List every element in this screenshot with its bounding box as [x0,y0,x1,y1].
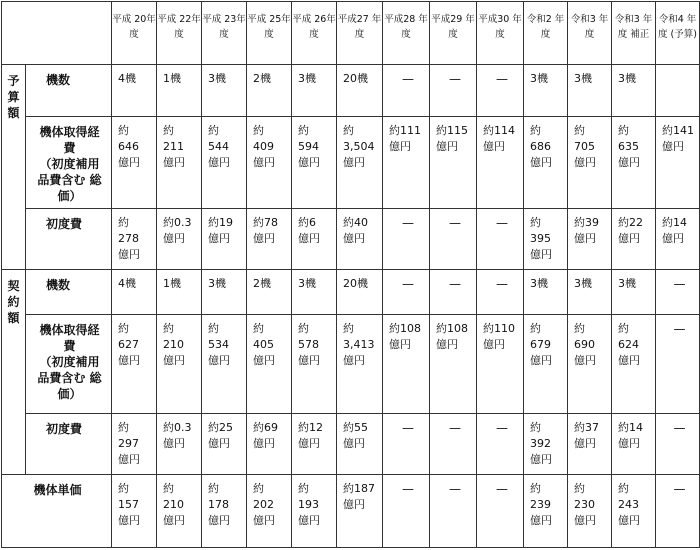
value-cell: 3機 [202,270,247,315]
column-header: 令和3 年度 [568,2,612,65]
budget-group-label: 予 算 額 [2,65,26,270]
column-header: 平成 20年 度 [112,2,157,65]
value-cell: 約0.3 億円 [157,414,202,475]
value-cell: — [383,414,430,475]
row-label: 機体取得経 費 （初度補用 品費含む 総 価） [26,117,112,209]
value-cell: 約69 億円 [247,414,292,475]
value-cell: 3機 [568,65,612,117]
column-header: 平成29 年度 [430,2,477,65]
value-cell: 約 193 億円 [292,475,337,548]
value-cell: 約 578 億円 [292,315,337,414]
value-cell: 3機 [612,65,656,117]
value-cell: 約 544 億円 [202,117,247,209]
column-header: 令和2 年度 [524,2,568,65]
value-cell: 約55 億円 [337,414,383,475]
value-cell: 約 297 億円 [112,414,157,475]
value-cell: — [383,270,430,315]
value-cell: 約 157 億円 [112,475,157,548]
value-cell: — [430,65,477,117]
value-cell: 3機 [612,270,656,315]
value-cell: 4機 [112,65,157,117]
unit-price-row [2,475,700,548]
value-cell: 約 230 億円 [568,475,612,548]
value-cell: 約37 億円 [568,414,612,475]
row-label: 初度費 [26,414,112,475]
value-cell: 約 635 億円 [612,117,656,209]
value-cell: 3機 [292,65,337,117]
value-cell: 約141 億円 [656,117,700,209]
value-cell: 約114 億円 [477,117,524,209]
value-cell: 約39 億円 [568,209,612,270]
value-cell: 約 534 億円 [202,315,247,414]
column-header: 平成30 年度 [477,2,524,65]
value-cell: 約 211 億円 [157,117,202,209]
column-header: 平成27 年度 [337,2,383,65]
budget-init-row [2,209,700,270]
value-cell: 約12 億円 [292,414,337,475]
procurement-cost-table [1,1,700,548]
value-cell: 約111 億円 [383,117,430,209]
value-cell: 約78 億円 [247,209,292,270]
corner-cell [2,2,112,65]
value-cell: 約 3,504 億円 [337,117,383,209]
value-cell: 約 646 億円 [112,117,157,209]
value-cell: — [656,475,700,548]
header-row [2,2,700,65]
value-cell: — [656,315,700,414]
value-cell: 約6 億円 [292,209,337,270]
value-cell: 20機 [337,270,383,315]
value-cell: — [656,270,700,315]
contract-init-row [2,414,700,475]
row-label: 機体取得経 費 （初度補用 品費含む 総 価） [26,315,112,414]
value-cell: — [477,270,524,315]
value-cell: — [656,414,700,475]
value-cell: — [430,209,477,270]
value-cell: 約 202 億円 [247,475,292,548]
column-header: 平成 25年 度 [247,2,292,65]
value-cell: 1機 [157,65,202,117]
value-cell: — [430,270,477,315]
contract-acq-row [2,315,700,414]
contract-group-label: 契 約 額 [2,270,26,475]
value-cell: 約 210 億円 [157,475,202,548]
value-cell: — [383,475,430,548]
value-cell: 約 210 億円 [157,315,202,414]
value-cell: 約19 億円 [202,209,247,270]
value-cell: 3機 [524,65,568,117]
column-header: 平成 22年 度 [157,2,202,65]
column-header: 令和3 年度 補正 [612,2,656,65]
value-cell: 約25 億円 [202,414,247,475]
value-cell: 3機 [202,65,247,117]
value-cell: 約187 億円 [337,475,383,548]
value-cell [656,65,700,117]
value-cell: 約0.3 億円 [157,209,202,270]
value-cell: 約 405 億円 [247,315,292,414]
value-cell: 約22 億円 [612,209,656,270]
value-cell: 2機 [247,270,292,315]
value-cell: 約 409 億円 [247,117,292,209]
value-cell: 約 690 億円 [568,315,612,414]
value-cell: 約 627 億円 [112,315,157,414]
value-cell: — [430,475,477,548]
value-cell: 約14 億円 [612,414,656,475]
value-cell: 約 3,413 億円 [337,315,383,414]
row-label: 機数 [26,65,112,117]
value-cell: 3機 [568,270,612,315]
value-cell: 約110 億円 [477,315,524,414]
row-label: 機体単価 [2,475,112,548]
value-cell: 約 624 億円 [612,315,656,414]
value-cell: 約 395 億円 [524,209,568,270]
value-cell: — [383,65,430,117]
value-cell: 20機 [337,65,383,117]
value-cell: 約 178 億円 [202,475,247,548]
budget-count-row [2,65,700,117]
value-cell: — [477,209,524,270]
value-cell: 約 679 億円 [524,315,568,414]
value-cell: 約40 億円 [337,209,383,270]
column-header: 平成 26年 度 [292,2,337,65]
value-cell: — [477,475,524,548]
value-cell: 1機 [157,270,202,315]
column-header: 令和4 年度 (予算) [656,2,700,65]
value-cell: 約 239 億円 [524,475,568,548]
row-label: 機数 [26,270,112,315]
value-cell: 2機 [247,65,292,117]
value-cell: 3機 [524,270,568,315]
value-cell: 約115 億円 [430,117,477,209]
value-cell: 約 686 億円 [524,117,568,209]
value-cell: 約14 億円 [656,209,700,270]
value-cell: — [477,414,524,475]
value-cell: 約108 億円 [383,315,430,414]
value-cell: 約 594 億円 [292,117,337,209]
row-label: 初度費 [26,209,112,270]
value-cell: 4機 [112,270,157,315]
value-cell: 約108 億円 [430,315,477,414]
value-cell: — [383,209,430,270]
value-cell: 3機 [292,270,337,315]
value-cell: — [477,65,524,117]
budget-acq-row [2,117,700,209]
value-cell: 約 392 億円 [524,414,568,475]
column-header: 平成28 年度 [383,2,430,65]
value-cell: 約 278 億円 [112,209,157,270]
value-cell: 約 243 億円 [612,475,656,548]
column-header: 平成 23年 度 [202,2,247,65]
contract-count-row [2,270,700,315]
value-cell: 約 705 億円 [568,117,612,209]
value-cell: — [430,414,477,475]
